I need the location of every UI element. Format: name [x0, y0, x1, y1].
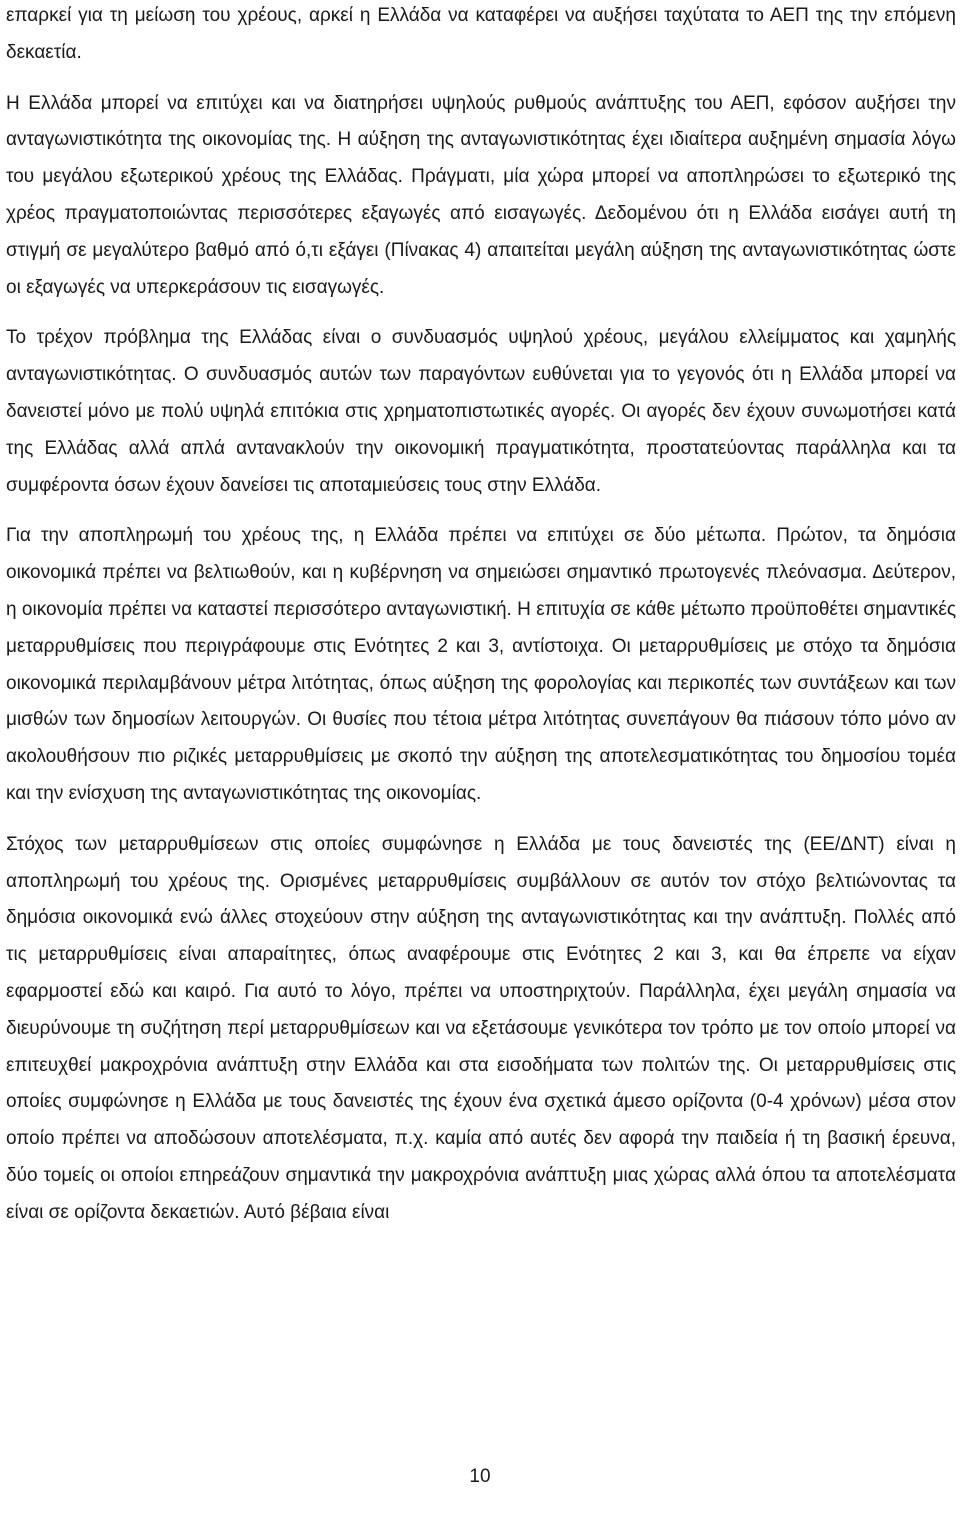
paragraph-gap: [6, 72, 956, 86]
paragraph-gap: [6, 813, 956, 827]
page-number: 10: [469, 1466, 491, 1487]
paragraph-3: Το τρέχον πρόβλημα της Ελλάδας είναι ο συνδυασμός υψηλού χρέους, μεγάλου ελλείμματος και χαμηλής ανταγωνιστικότητας. Ο συνδυασμός αυτών των παραγόντων ευθύνεται για το γεγονός ότι η Ελλάδα μπορεί να δανειστεί μόνο με πολύ υψηλά επιτόκια στις χρηματοπιστωτικές αγορές. Οι αγορές δεν έχουν συνωμοτήσει κατά της Ελλάδας αλλά απλά αντανακλούν την οικονομική πραγματικότητα, προστατεύοντας παράλληλα και τα συμφέροντα όσων έχουν δανείσει τις αποταμιεύσεις τους στην Ελλάδα.: [6, 327, 956, 496]
paragraph-5: Στόχος των μεταρρυθμίσεων στις οποίες συμφώνησε η Ελλάδα με τους δανειστές της (ΕΕ/ΔΝΤ) είναι η αποπληρωμή του χρέους της. Ορισμένες μεταρρυθμίσεις συμβάλλουν σε αυτόν τον στόχο βελτιώνοντας τα δημόσια οικονομικά ενώ άλλες στοχεύουν στην αύξηση της ανταγωνιστικότητας και την ανάπτυξη. Πολλές από τις μεταρρυθμίσεις είναι απαραίτητες, όπως αναφέρουμε στις Ενότητες 2 και 3, και θα έπρεπε να είχαν εφαρμοστεί εδώ και καιρό. Για αυτό το λόγο, πρέπει να υποστηριχτούν. Παράλληλα, έχει μεγάλη σημασία να διευρύνουμε τη συζήτηση περί μεταρρυθμίσεων και να εξετάσουμε γενικότερα τον τρόπο με τον οποίο μπορεί να επιτευχθεί μακροχρόνια ανάπτυξη στην Ελλάδα και στα εισοδήματα των πολιτών της. Οι μεταρρυθμίσεις στις οποίες συμφώνησε η Ελλάδα με τους δανειστές της έχουν ένα σχετικά άμεσο ορίζοντα (0-4 χρόνων) μέσα στον οποίο πρέπει να αποδώσουν αποτελέσματα, π.χ. καμία από αυτές δεν αφορά την παιδεία ή τη βασική έρευνα, δύο τομείς οι οποίοι επηρεάζουν σημαντικά την μακροχρόνια ανάπτυξη μιας χώρας αλλά όπου τα αποτελέσματα είναι σε ορίζοντα δεκαετιών. Αυτό βέβαια είναι: [6, 833, 956, 1223]
paragraph-4: Για την αποπληρωμή του χρέους της, η Ελλάδα πρέπει να επιτύχει σε δύο μέτωπα. Πρώτον, τα δημόσια οικονομικά πρέπει να βελτιωθούν, και η κυβέρνηση να σημειώσει σημαντικό πρωτογενές πλεόνασμα. Δεύτερον, η οικονομία πρέπει να καταστεί περισσότερο ανταγωνιστική. Η επιτυχία σε κάθε μέτωπο προϋποθέτει σημαντικές μεταρρυθμίσεις που περιγράφουμε στις Ενότητες 2 και 3, αντίστοιχα. Οι μεταρρυθμίσεις με στόχο τα δημόσια οικονομικά περιλαμβάνουν μέτρα λιτότητας, όπως αύξηση της φορολογίας και περικοπές των συντάξεων και των μισθών των δημοσίων λειτουργών. Οι θυσίες που τέτοια μέτρα λιτότητας συνεπάγουν θα πιάσουν τόπο μόνο αν ακολουθήσουν πιο ριζικές μεταρρυθμίσεις με σκοπό την αύξηση της αποτελεσματικότητας του δημοσίου τομέα και την ενίσχυση της ανταγωνιστικότητας της οικονομίας.: [6, 525, 956, 804]
paragraph-gap: [6, 504, 956, 518]
paragraph-gap: [6, 306, 956, 320]
paragraph-1: επαρκεί για τη μείωση του χρέους, αρκεί η Ελλάδα να καταφέρει να αυξήσει ταχύτατα το ΑΕΠ της την επόμενη δεκαετία.: [6, 5, 956, 63]
paragraph-2: Η Ελλάδα μπορεί να επιτύχει και να διατηρήσει υψηλούς ρυθμούς ανάπτυξης του ΑΕΠ, εφόσον αυξήσει την ανταγωνιστικότητα της οικονομίας της. Η αύξηση της ανταγωνιστικότητας έχει ιδιαίτερα αυξημένη σημασία λόγω του μεγάλου εξωτερικού χρέους της Ελλάδας. Πράγματι, μία χώρα μπορεί να αποπληρώσει το εξωτερικό της χρέος πραγματοποιώντας περισσότερες εξαγωγές από εισαγωγές. Δεδομένου ότι η Ελλάδα εισάγει αυτή τη στιγμή σε μεγαλύτερο βαθμό από ό,τι εξάγει (Πίνακας 4) απαιτείται μεγάλη αύξηση της ανταγωνιστικότητας ώστε οι εξαγωγές να υπερκεράσουν τις εισαγωγές.: [6, 92, 956, 298]
document-page: [6, 0, 956, 1232]
